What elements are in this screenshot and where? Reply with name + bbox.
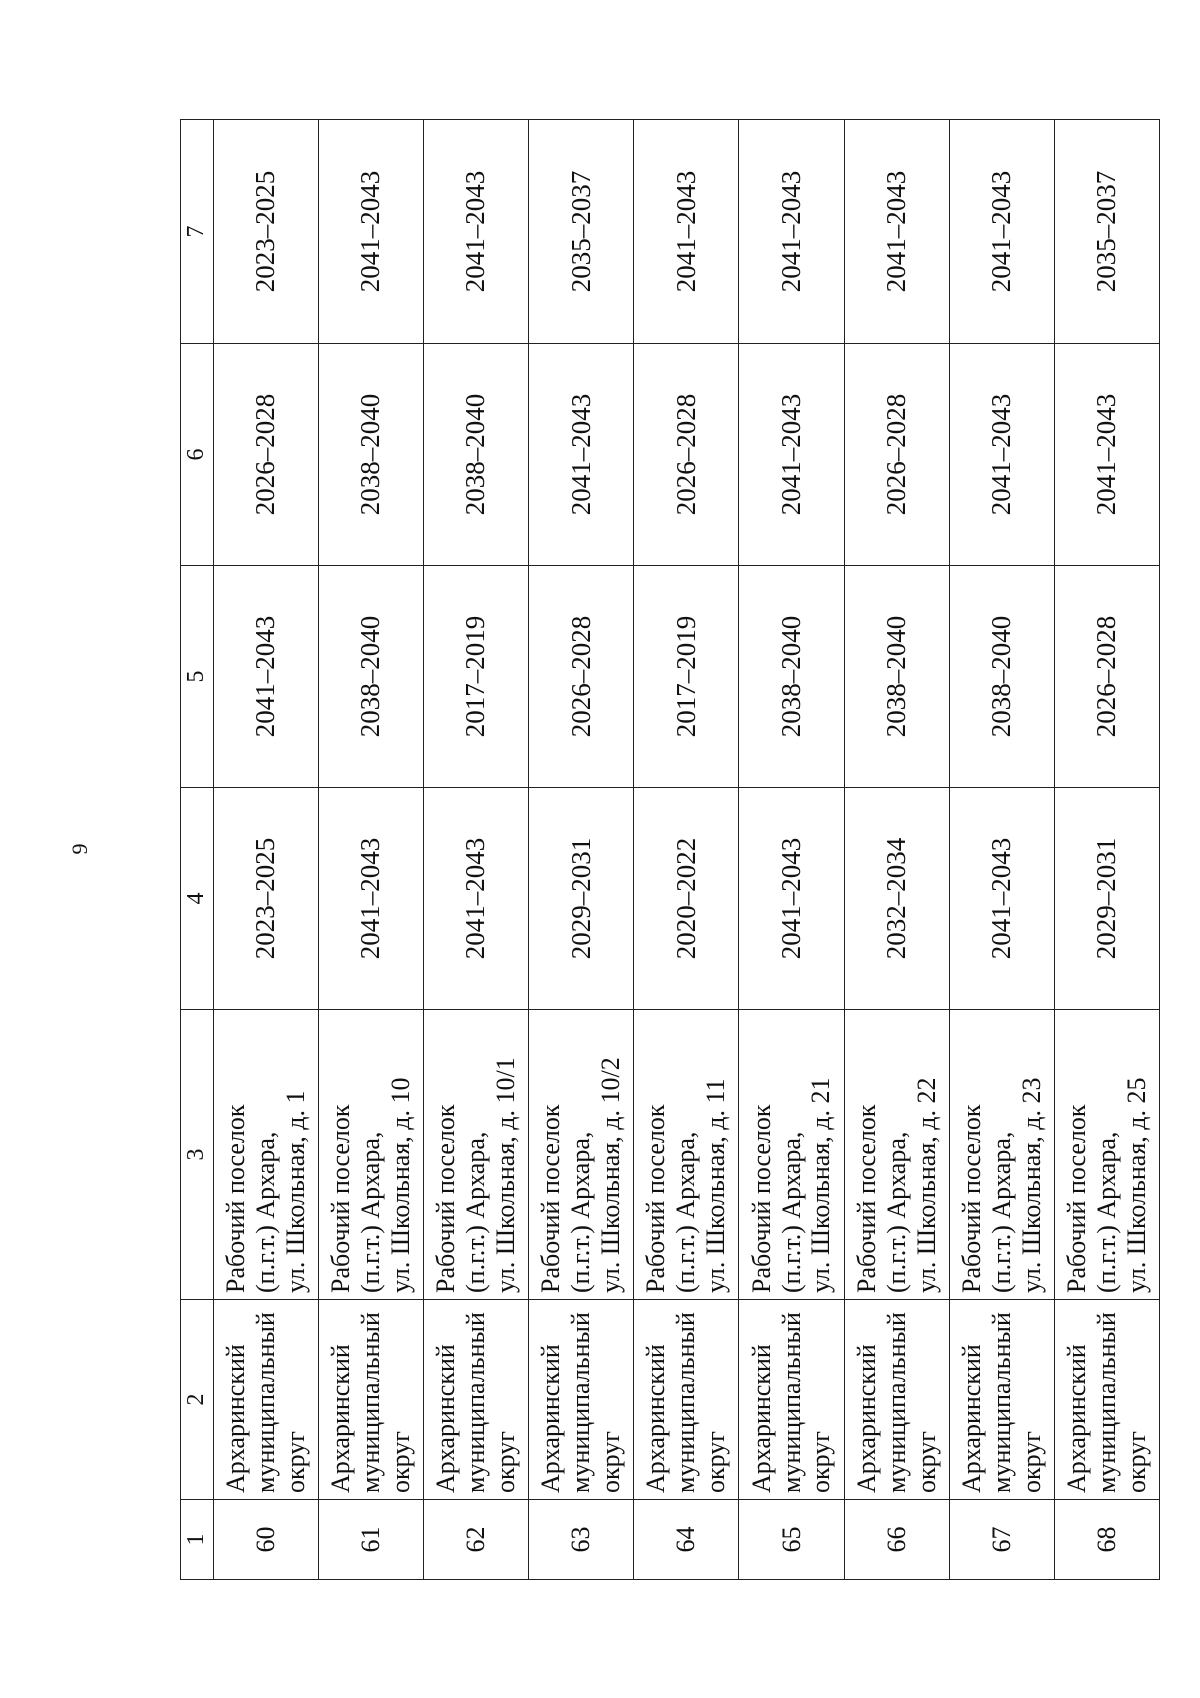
period-col-6: 2041–2043 xyxy=(1054,344,1159,566)
period-col-5: 2038–2040 xyxy=(949,566,1054,788)
district-cell-line: округ xyxy=(1121,1431,1151,1493)
address-cell xyxy=(423,1010,528,1300)
address-cell-line: (п.г.т.) Архара, xyxy=(776,1131,806,1293)
period-col-6: 2038–2040 xyxy=(318,344,423,566)
address-cell-line: Рабочий поселок xyxy=(851,1104,881,1293)
column-header-3: 3 xyxy=(181,1010,214,1300)
district-cell-line: округ xyxy=(701,1431,731,1493)
address-cell-line: (п.г.т.) Архара, xyxy=(881,1131,911,1293)
period-col-6: 2026–2028 xyxy=(844,344,949,566)
district-cell-line: Архаринский xyxy=(641,1344,671,1493)
district-cell-line: муниципальный xyxy=(566,1312,596,1493)
district-cell-line: Архаринский xyxy=(1062,1344,1092,1493)
address-cell xyxy=(213,1010,318,1300)
address-cell-line: Рабочий поселок xyxy=(431,1104,461,1293)
address-cell-line: ул. Школьная, д. 11 xyxy=(701,1078,731,1293)
period-col-7: 2041–2043 xyxy=(423,120,528,344)
period-col-7: 2041–2043 xyxy=(949,120,1054,344)
address-cell-line: Рабочий поселок xyxy=(746,1104,776,1293)
period-col-7: 2041–2043 xyxy=(634,120,739,344)
period-col-5: 2017–2019 xyxy=(634,566,739,788)
row-number: 63 xyxy=(529,1500,634,1580)
district-cell-line: Архаринский xyxy=(746,1344,776,1493)
address-cell-line: (п.г.т.) Архара, xyxy=(250,1131,280,1293)
district-cell-line: муниципальный xyxy=(776,1312,806,1493)
district-cell-line: округ xyxy=(911,1431,941,1493)
table-row xyxy=(213,120,318,1580)
period-col-5: 2026–2028 xyxy=(529,566,634,788)
period-col-5: 2038–2040 xyxy=(318,566,423,788)
district-cell-line: муниципальный xyxy=(986,1312,1016,1493)
address-cell-line: ул. Школьная, д. 21 xyxy=(806,1077,836,1293)
period-col-5: 2041–2043 xyxy=(213,566,318,788)
address-cell-line: Рабочий поселок xyxy=(536,1104,566,1293)
district-cell-line: муниципальный xyxy=(671,1312,701,1493)
district-cell-line: округ xyxy=(280,1431,310,1493)
district-cell xyxy=(1054,1300,1159,1500)
schedule-table xyxy=(180,119,1160,1580)
period-col-4: 2041–2043 xyxy=(423,788,528,1010)
district-cell-line: Архаринский xyxy=(325,1344,355,1493)
row-number: 68 xyxy=(1054,1500,1159,1580)
table-row xyxy=(949,120,1054,1580)
column-header-7: 7 xyxy=(181,120,214,344)
address-cell xyxy=(1054,1010,1159,1300)
period-col-4: 2041–2043 xyxy=(739,788,844,1010)
period-col-5: 2038–2040 xyxy=(739,566,844,788)
address-cell-line: Рабочий поселок xyxy=(641,1104,671,1293)
row-number: 66 xyxy=(844,1500,949,1580)
district-cell xyxy=(739,1300,844,1500)
district-cell-line: муниципальный xyxy=(881,1312,911,1493)
address-cell-line: ул. Школьная, д. 22 xyxy=(911,1077,941,1293)
table-row xyxy=(634,120,739,1580)
address-cell xyxy=(318,1010,423,1300)
address-cell-line: ул. Школьная, д. 25 xyxy=(1121,1077,1151,1293)
period-col-6: 2041–2043 xyxy=(739,344,844,566)
row-number: 65 xyxy=(739,1500,844,1580)
period-col-5: 2038–2040 xyxy=(844,566,949,788)
district-cell xyxy=(529,1300,634,1500)
district-cell xyxy=(844,1300,949,1500)
rotated-table-container xyxy=(180,120,1160,1580)
district-cell xyxy=(423,1300,528,1500)
period-col-4: 2032–2034 xyxy=(844,788,949,1010)
period-col-6: 2026–2028 xyxy=(213,344,318,566)
period-col-7: 2035–2037 xyxy=(1054,120,1159,344)
period-col-5: 2026–2028 xyxy=(1054,566,1159,788)
address-cell-line: Рабочий поселок xyxy=(325,1104,355,1293)
district-cell-line: Архаринский xyxy=(220,1344,250,1493)
address-cell-line: ул. Школьная, д. 1 xyxy=(280,1090,310,1293)
column-header-4: 4 xyxy=(181,788,214,1010)
district-cell-line: округ xyxy=(596,1431,626,1493)
district-cell-line: Архаринский xyxy=(431,1344,461,1493)
district-cell-line: Архаринский xyxy=(956,1344,986,1493)
period-col-5: 2017–2019 xyxy=(423,566,528,788)
district-cell-line: муниципальный xyxy=(461,1312,491,1493)
address-cell-line: ул. Школьная, д. 10/1 xyxy=(490,1057,520,1293)
row-number: 60 xyxy=(213,1500,318,1580)
district-cell xyxy=(634,1300,739,1500)
period-col-4: 2041–2043 xyxy=(318,788,423,1010)
table-body xyxy=(213,120,1159,1580)
table-row xyxy=(318,120,423,1580)
period-col-7: 2041–2043 xyxy=(739,120,844,344)
row-number: 64 xyxy=(634,1500,739,1580)
address-cell-line: ул. Школьная, д. 10/2 xyxy=(596,1057,626,1293)
period-col-7: 2041–2043 xyxy=(318,120,423,344)
address-cell-line: (п.г.т.) Архара, xyxy=(986,1131,1016,1293)
district-cell-line: муниципальный xyxy=(1091,1312,1121,1493)
address-cell xyxy=(634,1010,739,1300)
period-col-4: 2041–2043 xyxy=(949,788,1054,1010)
district-cell xyxy=(213,1300,318,1500)
period-col-4: 2029–2031 xyxy=(529,788,634,1010)
period-col-6: 2041–2043 xyxy=(949,344,1054,566)
district-cell-line: округ xyxy=(1016,1431,1046,1493)
address-cell xyxy=(844,1010,949,1300)
district-cell-line: округ xyxy=(490,1431,520,1493)
address-cell-line: (п.г.т.) Архара, xyxy=(671,1131,701,1293)
table-row xyxy=(739,120,844,1580)
district-cell-line: Архаринский xyxy=(851,1344,881,1493)
page-number: 9 xyxy=(67,843,92,855)
table-region xyxy=(180,120,1160,1580)
table-row xyxy=(529,120,634,1580)
address-cell-line: Рабочий поселок xyxy=(220,1104,250,1293)
column-header-1: 1 xyxy=(181,1500,214,1580)
district-cell-line: округ xyxy=(806,1431,836,1493)
period-col-6: 2041–2043 xyxy=(529,344,634,566)
period-col-6: 2038–2040 xyxy=(423,344,528,566)
header-row xyxy=(181,120,214,1580)
period-col-7: 2023–2025 xyxy=(213,120,318,344)
period-col-7: 2041–2043 xyxy=(844,120,949,344)
row-number: 61 xyxy=(318,1500,423,1580)
period-col-4: 2029–2031 xyxy=(1054,788,1159,1010)
address-cell-line: ул. Школьная, д. 23 xyxy=(1016,1077,1046,1293)
table-row xyxy=(423,120,528,1580)
column-header-5: 5 xyxy=(181,566,214,788)
district-cell-line: Архаринский xyxy=(536,1344,566,1493)
district-cell-line: муниципальный xyxy=(355,1312,385,1493)
address-cell-line: Рабочий поселок xyxy=(956,1104,986,1293)
address-cell xyxy=(949,1010,1054,1300)
address-cell-line: (п.г.т.) Архара, xyxy=(1091,1131,1121,1293)
period-col-7: 2035–2037 xyxy=(529,120,634,344)
address-cell-line: (п.г.т.) Архара, xyxy=(355,1131,385,1293)
address-cell-line: Рабочий поселок xyxy=(1062,1104,1092,1293)
district-cell-line: муниципальный xyxy=(250,1312,280,1493)
row-number: 62 xyxy=(423,1500,528,1580)
address-cell-line: (п.г.т.) Архара, xyxy=(461,1131,491,1293)
period-col-6: 2026–2028 xyxy=(634,344,739,566)
column-header-6: 6 xyxy=(181,344,214,566)
district-cell xyxy=(949,1300,1054,1500)
district-cell-line: округ xyxy=(385,1431,415,1493)
period-col-4: 2020–2022 xyxy=(634,788,739,1010)
district-cell xyxy=(318,1300,423,1500)
table-row xyxy=(844,120,949,1580)
period-col-4: 2023–2025 xyxy=(213,788,318,1010)
table-row xyxy=(1054,120,1159,1580)
address-cell-line: (п.г.т.) Архара, xyxy=(566,1131,596,1293)
address-cell xyxy=(529,1010,634,1300)
column-header-2: 2 xyxy=(181,1300,214,1500)
row-number: 67 xyxy=(949,1500,1054,1580)
address-cell xyxy=(739,1010,844,1300)
address-cell-line: ул. Школьная, д. 10 xyxy=(385,1077,415,1293)
